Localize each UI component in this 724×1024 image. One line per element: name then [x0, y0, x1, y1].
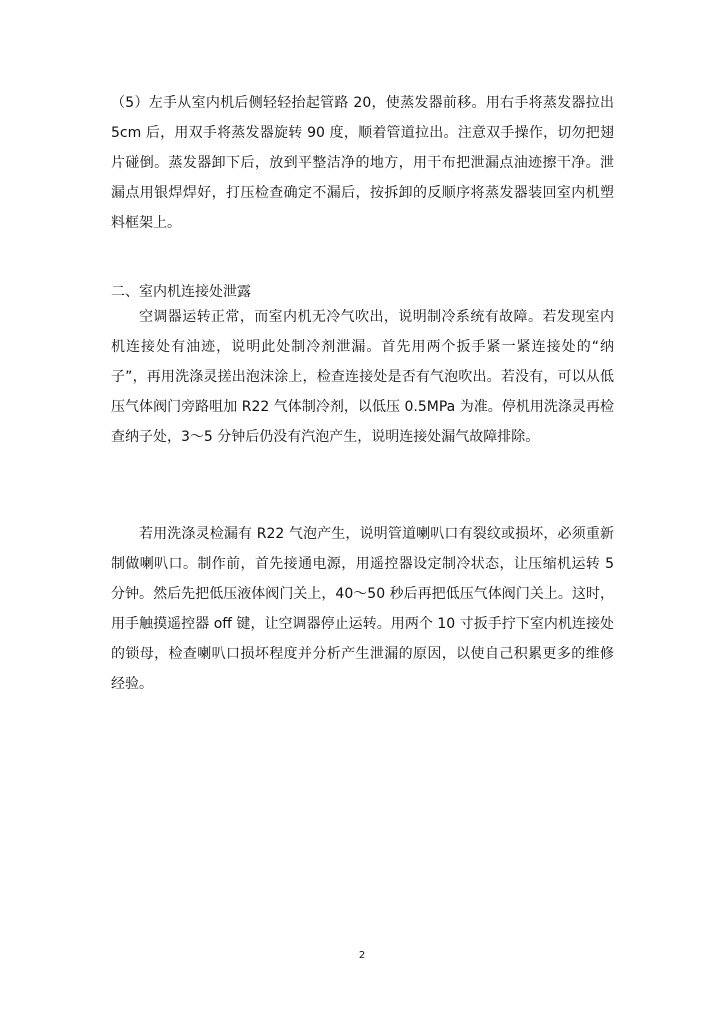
section-heading: 二、室内机连接处泄露	[111, 284, 251, 300]
paragraph-connection-leak: 空调器运转正常，而室内机无冷气吹出，说明制冷系统有故障。若发现室内机连接处有油迹，说明此处制冷剂泄漏。首先用两个扳手紧一紧连接处的“纳子”，再用洗涤灵搓出泡沫涂上，检查连接处是否有气泡吹出。若没有，可以从低压气体阀门旁路咀加 R22 气体制冷剂，以低压 0.5MPa 为准。停机用洗涤灵再检查纳子处，3～5 分钟后仍没有汽泡产生，说明连接处漏气故障排除。	[111, 309, 614, 445]
paragraph-flare-repair: 若用洗涤灵检漏有 R22 气泡产生，说明管道喇叭口有裂纹或损坏，必须重新制做喇叭口。制作前，首先接通电源，用遥控器设定制冷状态，让压缩机运转 5 分钟。然后先把低压液体阀门关上，40～50 秒后再把低压气体阀门关上。这时，用手触摸遥控器 off 键，让空调器停止运转。用两个 10 寸扳手拧下室内机连接处的锁母，检查喇叭口损坏程度并分析产生泄漏的原因，以使自己积累更多的维修经验。	[111, 526, 614, 692]
page-number: 2	[358, 950, 366, 961]
paragraph-evaporator-removal: （5）左手从室内机后侧轻轻抬起管路 20，使蒸发器前移。用右手将蒸发器拉出 5cm 后，用双手将蒸发器旋转 90 度，顺着管道拉出。注意双手操作，切勿把翅片碰倒。蒸发器卸下后，放到平整洁净的地方，用干布把泄漏点油迹擦干净。泄漏点用银焊焊好，打压检查确定不漏后，按拆卸的反顺序将蒸发器装回室内机塑料框架上。	[111, 95, 614, 231]
